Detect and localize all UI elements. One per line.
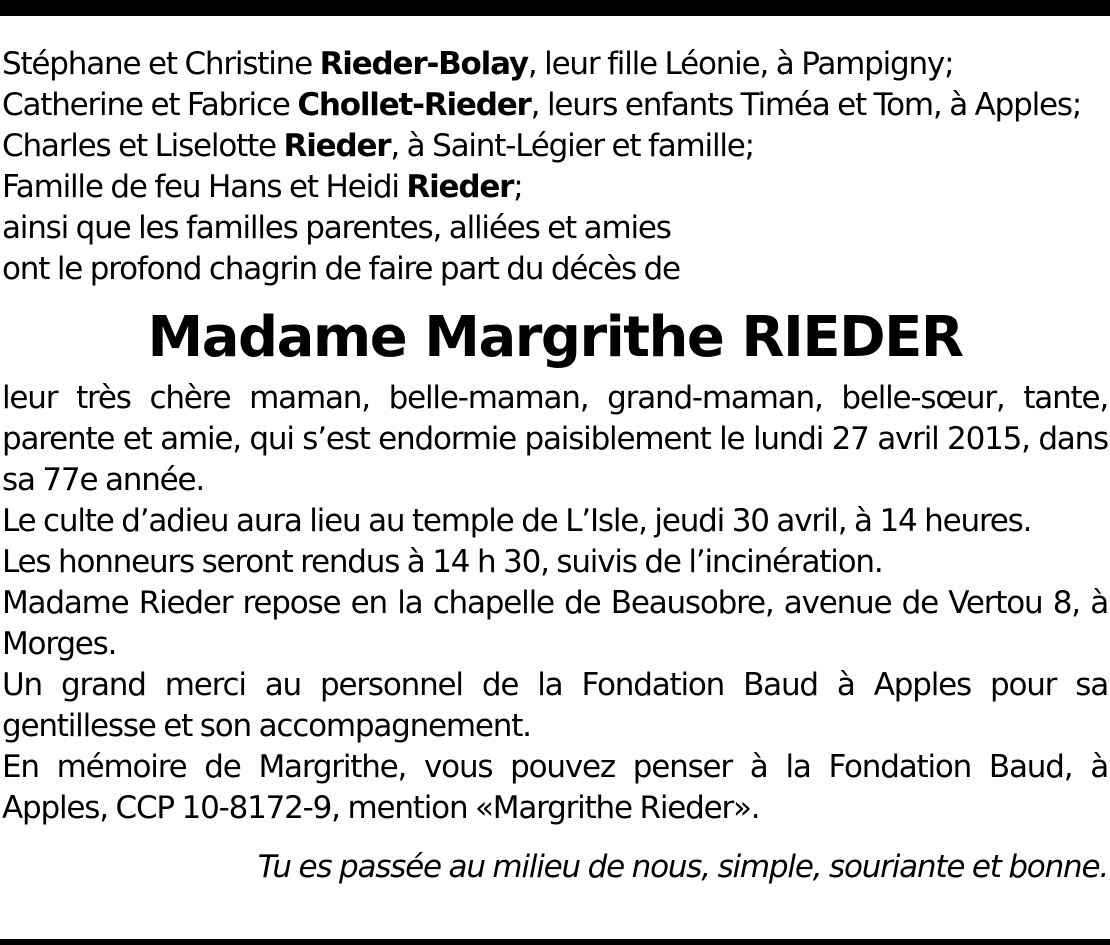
family-names: Famille de feu Hans et Heidi [2, 169, 407, 205]
body-paragraph: Le culte d’adieu aura lieu au temple de L’Isle, jeudi 30 avril, à 14 heures. [2, 503, 1032, 539]
family-line [2, 85, 1108, 126]
family-names: Stéphane et Christine [2, 46, 320, 82]
bottom-border-rule [0, 939, 1110, 945]
obituary-notice [2, 44, 1108, 888]
intro-line: ont le profond chagrin de faire part du décès de [2, 251, 680, 287]
family-details: , à Saint-Légier et famille; [390, 128, 754, 164]
body-paragraph: Les honneurs seront rendus à 14 h 30, suivis de l’incinération. [2, 544, 883, 580]
family-details: , leurs enfants Timéa et Tom, à Apples; [530, 87, 1082, 123]
family-details: , leur fille Léonie, à Pampigny; [527, 46, 954, 82]
family-line [2, 167, 1108, 208]
family-line [2, 126, 1108, 167]
family-names: Charles et Liselotte [2, 128, 284, 164]
family-names: Catherine et Fabrice [2, 87, 298, 123]
top-border-rule [0, 0, 1110, 16]
family-surname: Rieder [406, 169, 514, 205]
body-paragraph: leur très chère maman, belle-maman, grand-maman, belle-sœur, tante, parente et amie, qui s’est endormie paisiblement le lundi 27 avril 2015, dans sa 77e année. [2, 380, 1108, 498]
body-paragraph: Madame Rieder repose en la chapelle de Beausobre, avenue de Vertou 8, à Morges. [2, 585, 1108, 662]
family-surname: Rieder [283, 128, 391, 164]
intro-line: ainsi que les familles parentes, alliées et amies [2, 210, 671, 246]
family-details: ; [513, 169, 523, 205]
family-surname: Rieder-Bolay [319, 46, 528, 82]
family-line [2, 44, 1108, 85]
epitaph-quote: Tu es passée au milieu de nous, simple, souriante et bonne. [257, 849, 1108, 885]
body-paragraph: Un grand merci au personnel de la Fondation Baud à Apples pour sa gentillesse et son accompagnement. [2, 667, 1108, 744]
deceased-name: Madame Margrithe RIEDER [147, 305, 963, 370]
notice-body [2, 378, 1108, 829]
family-surname: Chollet-Rieder [297, 87, 531, 123]
body-paragraph: En mémoire de Margrithe, vous pouvez penser à la Fondation Baud, à Apples, CCP 10-8172-9, mention «Margrithe Rieder». [2, 749, 1108, 826]
